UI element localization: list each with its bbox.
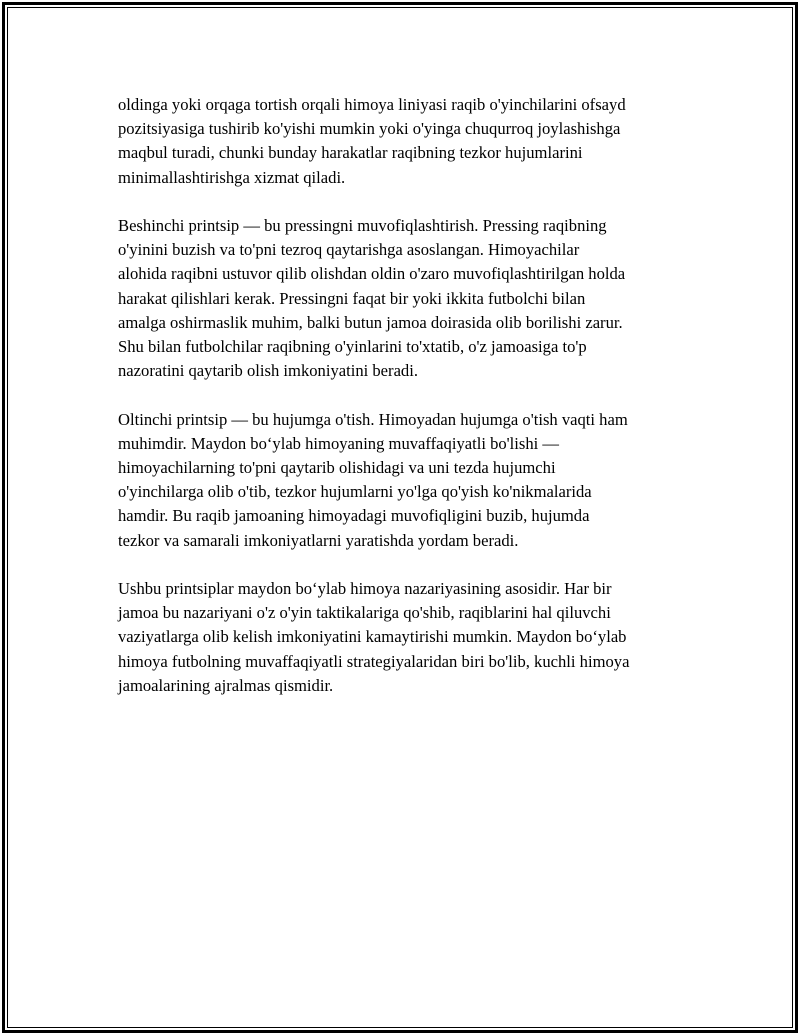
paragraph-2: Beshinchi printsip — bu pressingni muvofiqlashtirish. Pressing raqibning o'yinini buzish va to'pni tezroq qaytarishga asoslangan. Himoyachilar alohida raqibni ustuvor qilib olishdan oldin o'zaro muvofiqlashtirilgan holda harakat qilishlari kerak. Pressingni faqat bir yoki ikkita futbolchi bilan amalga oshirmaslik muhim, balki butun jamoa doirasida olib borilishi zarur. Shu bilan futbolchilar raqibning o'yinlarini to'xtatib, o'z jamoasiga to'p nazoratini qaytarib olish imkoniyatini beradi. (118, 216, 626, 381)
document-body (118, 93, 698, 722)
paragraph-3: Oltinchi printsip — bu hujumga o'tish. Himoyadan hujumga o'tish vaqti ham muhimdir. Maydon bo‘ylab himoyaning muvaffaqiyatli bo'lishi — himoyachilarning to'pni qaytarib olishidagi va uni tezda hujumchi o'yinchilarga olib o'tib, tezkor hujumlarni yo'lga qo'yish ko'nikmalarida hamdir. Bu raqib jamoaning himoyadagi muvofiqligini buzib, hujumda tezkor va samarali imkoniyatlarni yaratishda yordam beradi. (118, 409, 628, 550)
paragraph-1: oldinga yoki orqaga tortish orqali himoya liniyasi raqib o'yinchilarini ofsayd pozitsiyasiga tushirib ko'yishi mumkin yoki o'yinga chuqurroq joylashishga maqbul turadi, chunki bunday harakatlar raqibning tezkor hujumlarini minimallashtirishga xizmat qiladi. (118, 95, 626, 187)
paragraph-4: Ushbu printsiplar maydon bo‘ylab himoya nazariyasining asosidir. Har bir jamoa bu nazariyani o'z o'yin taktikalariga qo'shib, raqiblarini hal qiluvchi vaziyatlarga olib kelish imkoniyatini kamaytirishi mumkin. Maydon bo‘ylab himoya futbolning muvaffaqiyatli strategiyalaridan biri bo'lib, kuchli himoya jamoalarining ajralmas qismidir. (118, 579, 630, 695)
